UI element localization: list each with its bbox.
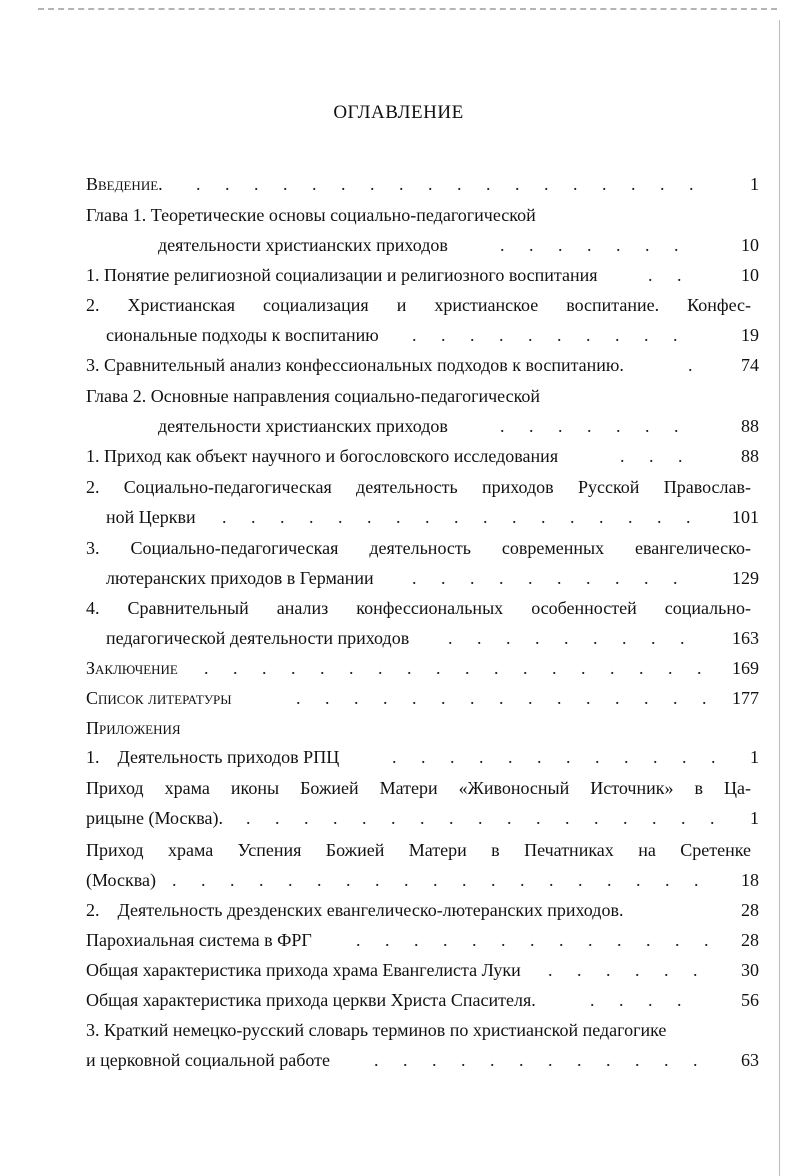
toc-page-number: 28 <box>741 900 759 920</box>
toc-page-number: 129 <box>732 568 759 588</box>
toc-page-number: 1 <box>750 174 759 194</box>
toc-entry-appendix-2-b: Общая характеристика прихода храма Евангелиста Луки <box>86 960 521 980</box>
toc-entry-chapter-1: Глава 1. Теоретические основы социально-педагогической <box>86 205 536 225</box>
toc-entry-appendix-2: 2. Деятельность дрезденских евангелическо-лютеранских приходов. <box>86 900 624 920</box>
toc-entry-chapter-1-cont: деятельности христианских приходов <box>158 235 448 255</box>
toc-page-number: 19 <box>741 325 759 345</box>
dot-leader <box>172 868 702 892</box>
dot-leader <box>204 656 709 680</box>
page-title: ОГЛАВЛЕНИЕ <box>333 102 464 123</box>
toc-page-number: 74 <box>741 355 759 375</box>
toc-entry-1-2: 2. Христианская социализация и христианское воспитание. Конфес- <box>86 295 751 315</box>
toc-entry-2-2-cont: ной Церкви <box>106 507 196 527</box>
toc-entry-2-3: 3. Социально-педагогическая деятельность современных евангелическо- <box>86 538 751 558</box>
toc-entry-2-4: 4. Сравнительный анализ конфессиональных особенностей социально- <box>86 598 751 618</box>
toc-page-number: 56 <box>741 990 759 1010</box>
toc-entry-appendix-1-a-cont: рицыне (Москва). <box>86 808 223 828</box>
toc-page-number: 1 <box>750 808 759 828</box>
toc-page-number: 28 <box>741 930 759 950</box>
scan-edge-line <box>38 8 777 16</box>
dot-leader <box>590 988 705 1012</box>
toc-entry-appendix-1-a: Приход храма иконы Божией Матери «Живоносный Источник» в Ца- <box>86 778 751 798</box>
dot-leader <box>500 414 700 438</box>
toc-entry-appendix-2-c: Общая характеристика прихода церкви Христа Спасителя. <box>86 990 536 1010</box>
toc-entry-2-4-cont: педагогической деятельности приходов <box>106 628 410 648</box>
toc-page-number: 10 <box>741 235 759 255</box>
toc-entry-appendix-1-b-cont: (Москва) <box>86 870 156 890</box>
toc-page-number: 88 <box>741 446 759 466</box>
dot-leader <box>620 444 702 468</box>
toc-entry-2-1: 1. Приход как объект научного и богословского исследования <box>86 446 559 466</box>
dot-leader <box>196 172 701 196</box>
dot-leader <box>296 686 706 710</box>
toc-page-number: 101 <box>732 507 759 527</box>
dot-leader <box>374 1048 704 1072</box>
toc-entry-conclusion: Заключение <box>86 658 178 678</box>
toc-entry-appendices: Приложения <box>86 718 181 738</box>
toc-page-number: 63 <box>741 1050 759 1070</box>
toc-entry-1-1: 1. Понятие религиозной социализации и религиозного воспитания <box>86 265 598 285</box>
dot-leader <box>412 323 702 347</box>
toc-page-number: 10 <box>741 265 759 285</box>
scan-right-edge <box>779 20 780 1176</box>
toc-page-number: 169 <box>732 658 759 678</box>
toc-entry-appendix-1: 1. Деятельность приходов РПЦ <box>86 747 340 767</box>
toc-entry-chapter-2: Глава 2. Основные направления социально-педагогической <box>86 386 541 406</box>
dot-leader <box>448 626 703 650</box>
toc-entry-appendix-1-b: Приход храма Успения Божией Матери в Печатниках на Сретенке <box>86 840 751 860</box>
toc-page-number: 1 <box>750 747 759 767</box>
toc-page-number: 163 <box>732 628 759 648</box>
toc-entry-chapter-2-cont: деятельности христианских приходов <box>158 416 448 436</box>
toc-entry-2-2: 2. Социально-педагогическая деятельность приходов Русской Православ- <box>86 477 751 497</box>
toc-entry-2-3-cont: лютеранских приходов в Германии <box>106 568 374 588</box>
dot-leader <box>356 928 721 952</box>
dot-leader <box>392 745 722 769</box>
dot-leader <box>500 233 700 257</box>
dot-leader <box>222 505 692 529</box>
toc-entry-1-3: 3. Сравнительный анализ конфессиональных подходов к воспитанию. <box>86 355 624 375</box>
dot-leader <box>648 263 703 287</box>
toc-page-number: 18 <box>741 870 759 890</box>
dot-leader <box>246 806 722 830</box>
toc-page-number: 88 <box>741 416 759 436</box>
toc-page-number: 30 <box>741 960 759 980</box>
toc-page-number: 177 <box>732 688 759 708</box>
toc-entry-bibliography: Список литературы <box>86 688 232 708</box>
dot-leader <box>688 353 703 377</box>
toc-entry-appendix-2-a: Парохиальная система в ФРГ <box>86 930 312 950</box>
dot-leader <box>548 958 703 982</box>
toc-entry-introduction: Введение. <box>86 174 163 194</box>
toc-entry-appendix-3: 3. Краткий немецко-русский словарь терминов по христианской педагогике <box>86 1020 667 1040</box>
dot-leader <box>412 566 702 590</box>
toc-entry-1-2-cont: сиональные подходы к воспитанию <box>106 325 379 345</box>
toc-entry-appendix-3-cont: и церковной социальной работе <box>86 1050 330 1070</box>
